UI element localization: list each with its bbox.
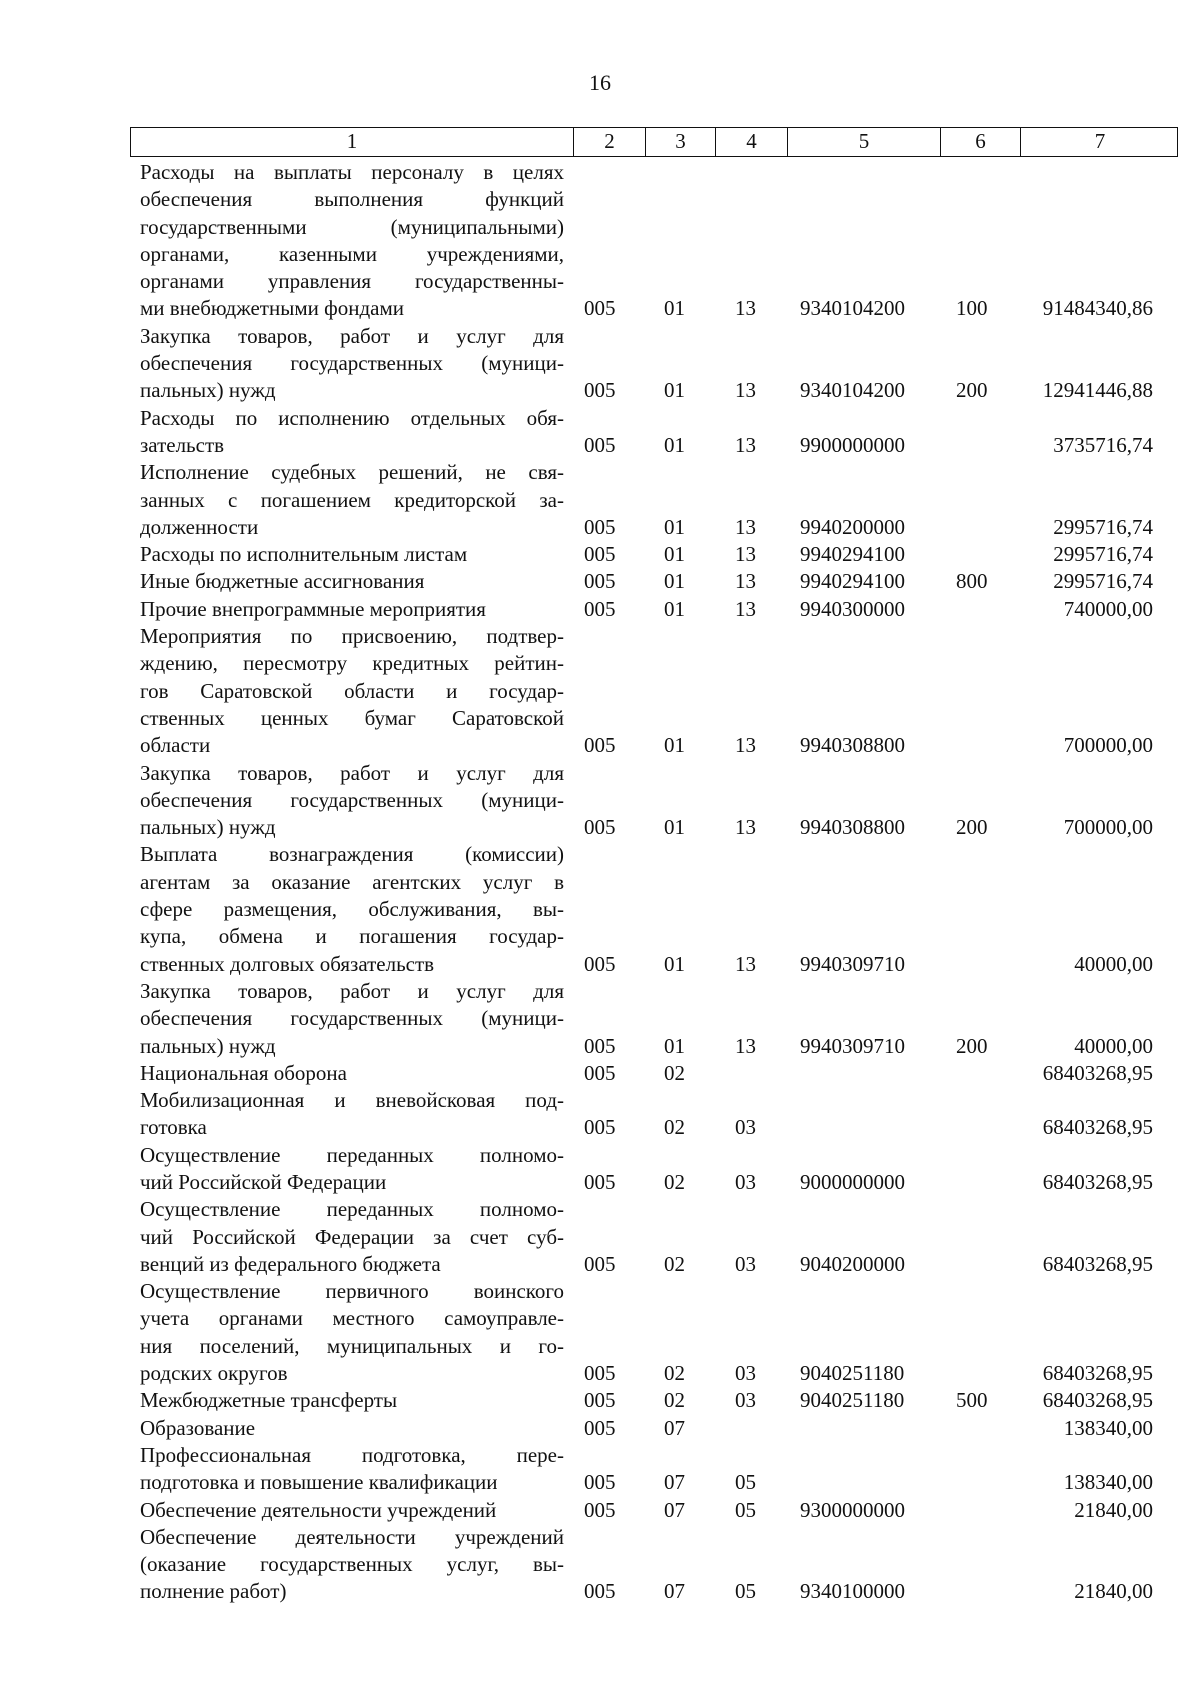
cell-col-5: 9940308800 xyxy=(800,815,905,840)
cell-col-3: 01 xyxy=(664,733,685,758)
cell-col-3: 02 xyxy=(664,1115,685,1140)
description-line: ственных долговых обязательств xyxy=(140,951,435,976)
cell-col-5: 9040200000 xyxy=(800,1251,905,1276)
cell-col-5: 9340104200 xyxy=(800,296,905,321)
description-line: учета органами местного самоуправле- xyxy=(140,1306,564,1331)
cell-col-2: 005 xyxy=(584,542,616,567)
cell-col-5: 9940200000 xyxy=(800,514,905,539)
cell-col-3: 01 xyxy=(664,378,685,403)
description-line: готовка xyxy=(140,1115,207,1140)
cell-col-7: 138340,00 xyxy=(1063,1415,1153,1440)
cell-col-4: 13 xyxy=(735,596,756,621)
description-line: зательств xyxy=(140,432,225,457)
cell-col-7: 740000,00 xyxy=(1063,596,1153,621)
cell-col-5: 9040251180 xyxy=(800,1361,905,1386)
description-line: ния поселений, муниципальных и го- xyxy=(140,1333,564,1358)
cell-col-2: 005 xyxy=(584,1388,616,1413)
description-line: Мобилизационная и вневойсковая под- xyxy=(140,1088,564,1113)
description-line: Осуществление переданных полномо- xyxy=(140,1142,564,1167)
header-col-5: 5 xyxy=(787,128,940,156)
cell-col-2: 005 xyxy=(584,1361,616,1386)
row-description xyxy=(140,405,564,460)
cell-col-7: 138340,00 xyxy=(1063,1470,1153,1495)
cell-col-3: 07 xyxy=(664,1579,685,1604)
cell-col-3: 01 xyxy=(664,296,685,321)
cell-col-2: 005 xyxy=(584,596,616,621)
cell-col-5: 9340104200 xyxy=(800,378,905,403)
cell-col-3: 02 xyxy=(664,1169,685,1194)
table-row xyxy=(0,760,1200,842)
row-description xyxy=(140,1060,564,1087)
cell-col-3: 01 xyxy=(664,542,685,567)
cell-col-7: 40000,00 xyxy=(1074,1033,1153,1058)
description-line: пальных) нужд xyxy=(140,815,276,840)
description-line: Выплата вознаграждения (комиссии) xyxy=(140,842,564,867)
description-line: Обеспечение деятельности учреждений xyxy=(140,1524,564,1549)
cell-col-4: 05 xyxy=(735,1497,756,1522)
cell-col-4: 03 xyxy=(735,1115,756,1140)
table-row xyxy=(0,596,1200,623)
row-description xyxy=(140,1442,564,1497)
cell-col-3: 02 xyxy=(664,1060,685,1085)
table-row xyxy=(0,568,1200,595)
description-line: ми внебюджетными фондами xyxy=(140,296,404,321)
description-line: обеспечения государственных (муници- xyxy=(140,351,564,376)
description-line: Расходы по исполнительным листам xyxy=(140,542,468,567)
description-line: Осуществление переданных полномо- xyxy=(140,1197,564,1222)
cell-col-5: 9000000000 xyxy=(800,1169,905,1194)
row-description xyxy=(140,841,564,977)
table-row xyxy=(0,623,1200,759)
cell-col-5: 9300000000 xyxy=(800,1497,905,1522)
cell-col-7: 700000,00 xyxy=(1063,815,1153,840)
row-description xyxy=(140,760,564,842)
description-line: обеспечения выполнения функций xyxy=(140,187,564,212)
cell-col-7: 21840,00 xyxy=(1074,1497,1153,1522)
row-description xyxy=(140,323,564,405)
cell-col-7: 91484340,86 xyxy=(1042,296,1153,321)
cell-col-2: 005 xyxy=(584,1251,616,1276)
description-line: подготовка и повышение квалификации xyxy=(140,1470,498,1495)
description-line: Профессиональная подготовка, пере- xyxy=(140,1442,564,1467)
row-description xyxy=(140,1142,564,1197)
header-col-6: 6 xyxy=(940,128,1020,156)
cell-col-4: 13 xyxy=(735,815,756,840)
cell-col-6: 500 xyxy=(956,1388,988,1413)
cell-col-2: 005 xyxy=(584,296,616,321)
cell-col-7: 700000,00 xyxy=(1063,733,1153,758)
cell-col-4: 05 xyxy=(735,1579,756,1604)
cell-col-6: 800 xyxy=(956,569,988,594)
cell-col-7: 3735716,74 xyxy=(1053,432,1153,457)
cell-col-2: 005 xyxy=(584,1115,616,1140)
cell-col-3: 01 xyxy=(664,569,685,594)
cell-col-2: 005 xyxy=(584,1169,616,1194)
description-line: Образование xyxy=(140,1415,256,1440)
cell-col-4: 03 xyxy=(735,1388,756,1413)
cell-col-4: 13 xyxy=(735,432,756,457)
description-line: чий Российской Федерации за счет суб- xyxy=(140,1224,564,1249)
description-line: Межбюджетные трансферты xyxy=(140,1388,398,1413)
description-line: органами, казенными учреждениями, xyxy=(140,241,564,266)
table-row xyxy=(0,1087,1200,1142)
table-row xyxy=(0,1415,1200,1442)
cell-col-5: 9940309710 xyxy=(800,1033,905,1058)
cell-col-6: 200 xyxy=(956,1033,988,1058)
cell-col-3: 02 xyxy=(664,1251,685,1276)
description-line: долженности xyxy=(140,514,259,539)
cell-col-5: 9940294100 xyxy=(800,542,905,567)
description-line: купа, обмена и погашения государ- xyxy=(140,924,564,949)
description-line: занных с погашением кредиторской за- xyxy=(140,487,564,512)
description-line: (оказание государственных услуг, вы- xyxy=(140,1552,564,1577)
table-row xyxy=(0,459,1200,541)
cell-col-5: 9940308800 xyxy=(800,733,905,758)
cell-col-2: 005 xyxy=(584,378,616,403)
description-line: Закупка товаров, работ и услуг для xyxy=(140,760,564,785)
row-description xyxy=(140,1497,564,1524)
header-col-3: 3 xyxy=(645,128,715,156)
table-row xyxy=(0,323,1200,405)
cell-col-2: 005 xyxy=(584,514,616,539)
header-col-4: 4 xyxy=(715,128,787,156)
table-row xyxy=(0,1497,1200,1524)
cell-col-4: 13 xyxy=(735,514,756,539)
row-description xyxy=(140,159,564,323)
table-row xyxy=(0,1142,1200,1197)
cell-col-2: 005 xyxy=(584,815,616,840)
description-line: Закупка товаров, работ и услуг для xyxy=(140,978,564,1003)
description-line: агентам за оказание агентских услуг в xyxy=(140,869,564,894)
cell-col-5: 9340100000 xyxy=(800,1579,905,1604)
row-description xyxy=(140,1387,564,1414)
row-description xyxy=(140,459,564,541)
row-description xyxy=(140,623,564,759)
cell-col-4: 05 xyxy=(735,1470,756,1495)
cell-col-4: 13 xyxy=(735,296,756,321)
cell-col-3: 02 xyxy=(664,1388,685,1413)
description-line: Обеспечение деятельности учреждений xyxy=(140,1497,497,1522)
description-line: родских округов xyxy=(140,1361,288,1386)
row-description xyxy=(140,1196,564,1278)
cell-col-7: 21840,00 xyxy=(1074,1579,1153,1604)
table-row xyxy=(0,841,1200,977)
cell-col-3: 01 xyxy=(664,815,685,840)
cell-col-2: 005 xyxy=(584,1497,616,1522)
cell-col-7: 2995716,74 xyxy=(1053,569,1153,594)
cell-col-2: 005 xyxy=(584,1415,616,1440)
cell-col-2: 005 xyxy=(584,1470,616,1495)
cell-col-3: 01 xyxy=(664,1033,685,1058)
description-line: обеспечения государственных (муници- xyxy=(140,787,564,812)
cell-col-5: 9940300000 xyxy=(800,596,905,621)
description-line: Мероприятия по присвоению, подтвер- xyxy=(140,624,564,649)
description-line: пальных) нужд xyxy=(140,378,276,403)
table-row xyxy=(0,1196,1200,1278)
cell-col-3: 07 xyxy=(664,1470,685,1495)
cell-col-5: 9900000000 xyxy=(800,432,905,457)
description-line: Иные бюджетные ассигнования xyxy=(140,569,425,594)
cell-col-3: 07 xyxy=(664,1497,685,1522)
row-description xyxy=(140,1278,564,1387)
cell-col-4: 13 xyxy=(735,378,756,403)
description-line: гов Саратовской области и государ- xyxy=(140,678,564,703)
table-body xyxy=(0,159,1200,1606)
cell-col-7: 68403268,95 xyxy=(1042,1388,1153,1413)
description-line: Расходы по исполнению отдельных обя- xyxy=(140,405,564,430)
cell-col-3: 01 xyxy=(664,596,685,621)
cell-col-2: 005 xyxy=(584,1060,616,1085)
cell-col-6: 100 xyxy=(956,296,988,321)
table-row xyxy=(0,159,1200,323)
row-description xyxy=(140,596,564,623)
cell-col-3: 01 xyxy=(664,951,685,976)
header-col-2: 2 xyxy=(573,128,645,156)
cell-col-7: 40000,00 xyxy=(1074,951,1153,976)
cell-col-6: 200 xyxy=(956,378,988,403)
cell-col-3: 01 xyxy=(664,432,685,457)
description-line: чий Российской Федерации xyxy=(140,1169,387,1194)
description-line: Прочие внепрограммные мероприятия xyxy=(140,596,486,621)
table-row xyxy=(0,978,1200,1060)
description-line: ждению, пересмотру кредитных рейтин- xyxy=(140,651,564,676)
description-line: Национальная оборона xyxy=(140,1060,347,1085)
cell-col-2: 005 xyxy=(584,1579,616,1604)
description-line: ственных ценных бумаг Саратовской xyxy=(140,705,564,730)
row-description xyxy=(140,1524,564,1606)
cell-col-6: 200 xyxy=(956,815,988,840)
cell-col-4: 13 xyxy=(735,1033,756,1058)
cell-col-7: 12941446,88 xyxy=(1042,378,1153,403)
cell-col-3: 07 xyxy=(664,1415,685,1440)
cell-col-4: 13 xyxy=(735,542,756,567)
description-line: Осуществление первичного воинского xyxy=(140,1279,564,1304)
cell-col-2: 005 xyxy=(584,569,616,594)
table-row xyxy=(0,1387,1200,1414)
page-number: 16 xyxy=(589,70,611,95)
description-line: венций из федерального бюджета xyxy=(140,1251,441,1276)
description-line: Расходы на выплаты персоналу в целях xyxy=(140,160,564,184)
table-row xyxy=(0,405,1200,460)
table-row xyxy=(0,541,1200,568)
cell-col-2: 005 xyxy=(584,733,616,758)
cell-col-2: 005 xyxy=(584,1033,616,1058)
description-line: Исполнение судебных решений, не свя- xyxy=(140,460,564,485)
cell-col-7: 68403268,95 xyxy=(1042,1115,1153,1140)
description-line: обеспечения государственных (муници- xyxy=(140,1006,564,1031)
cell-col-4: 03 xyxy=(735,1169,756,1194)
table-row xyxy=(0,1278,1200,1387)
cell-col-4: 13 xyxy=(735,733,756,758)
cell-col-5: 9040251180 xyxy=(800,1388,905,1413)
cell-col-3: 02 xyxy=(664,1361,685,1386)
row-description xyxy=(140,1415,564,1442)
description-line: области xyxy=(140,733,211,758)
table-row xyxy=(0,1442,1200,1497)
cell-col-7: 68403268,95 xyxy=(1042,1251,1153,1276)
description-line: полнение работ) xyxy=(140,1579,287,1604)
cell-col-7: 2995716,74 xyxy=(1053,542,1153,567)
cell-col-4: 13 xyxy=(735,951,756,976)
table-row xyxy=(0,1060,1200,1087)
cell-col-7: 68403268,95 xyxy=(1042,1361,1153,1386)
row-description xyxy=(140,568,564,595)
table-header xyxy=(130,127,1178,157)
description-line: пальных) нужд xyxy=(140,1033,276,1058)
table-row xyxy=(0,1524,1200,1606)
cell-col-4: 03 xyxy=(735,1251,756,1276)
cell-col-7: 68403268,95 xyxy=(1042,1060,1153,1085)
cell-col-4: 13 xyxy=(735,569,756,594)
cell-col-2: 005 xyxy=(584,951,616,976)
row-description xyxy=(140,978,564,1060)
row-description xyxy=(140,1087,564,1142)
cell-col-5: 9940294100 xyxy=(800,569,905,594)
cell-col-4: 03 xyxy=(735,1361,756,1386)
cell-col-5: 9940309710 xyxy=(800,951,905,976)
description-line: Закупка товаров, работ и услуг для xyxy=(140,323,564,348)
row-description xyxy=(140,541,564,568)
description-line: государственными (муниципальными) xyxy=(140,214,564,239)
header-col-1: 1 xyxy=(346,129,358,153)
header-col-7: 7 xyxy=(1020,128,1179,156)
description-line: органами управления государственны- xyxy=(140,269,564,294)
cell-col-2: 005 xyxy=(584,432,616,457)
cell-col-3: 01 xyxy=(664,514,685,539)
cell-col-7: 2995716,74 xyxy=(1053,514,1153,539)
cell-col-7: 68403268,95 xyxy=(1042,1169,1153,1194)
description-line: сфере размещения, обслуживания, вы- xyxy=(140,897,564,922)
